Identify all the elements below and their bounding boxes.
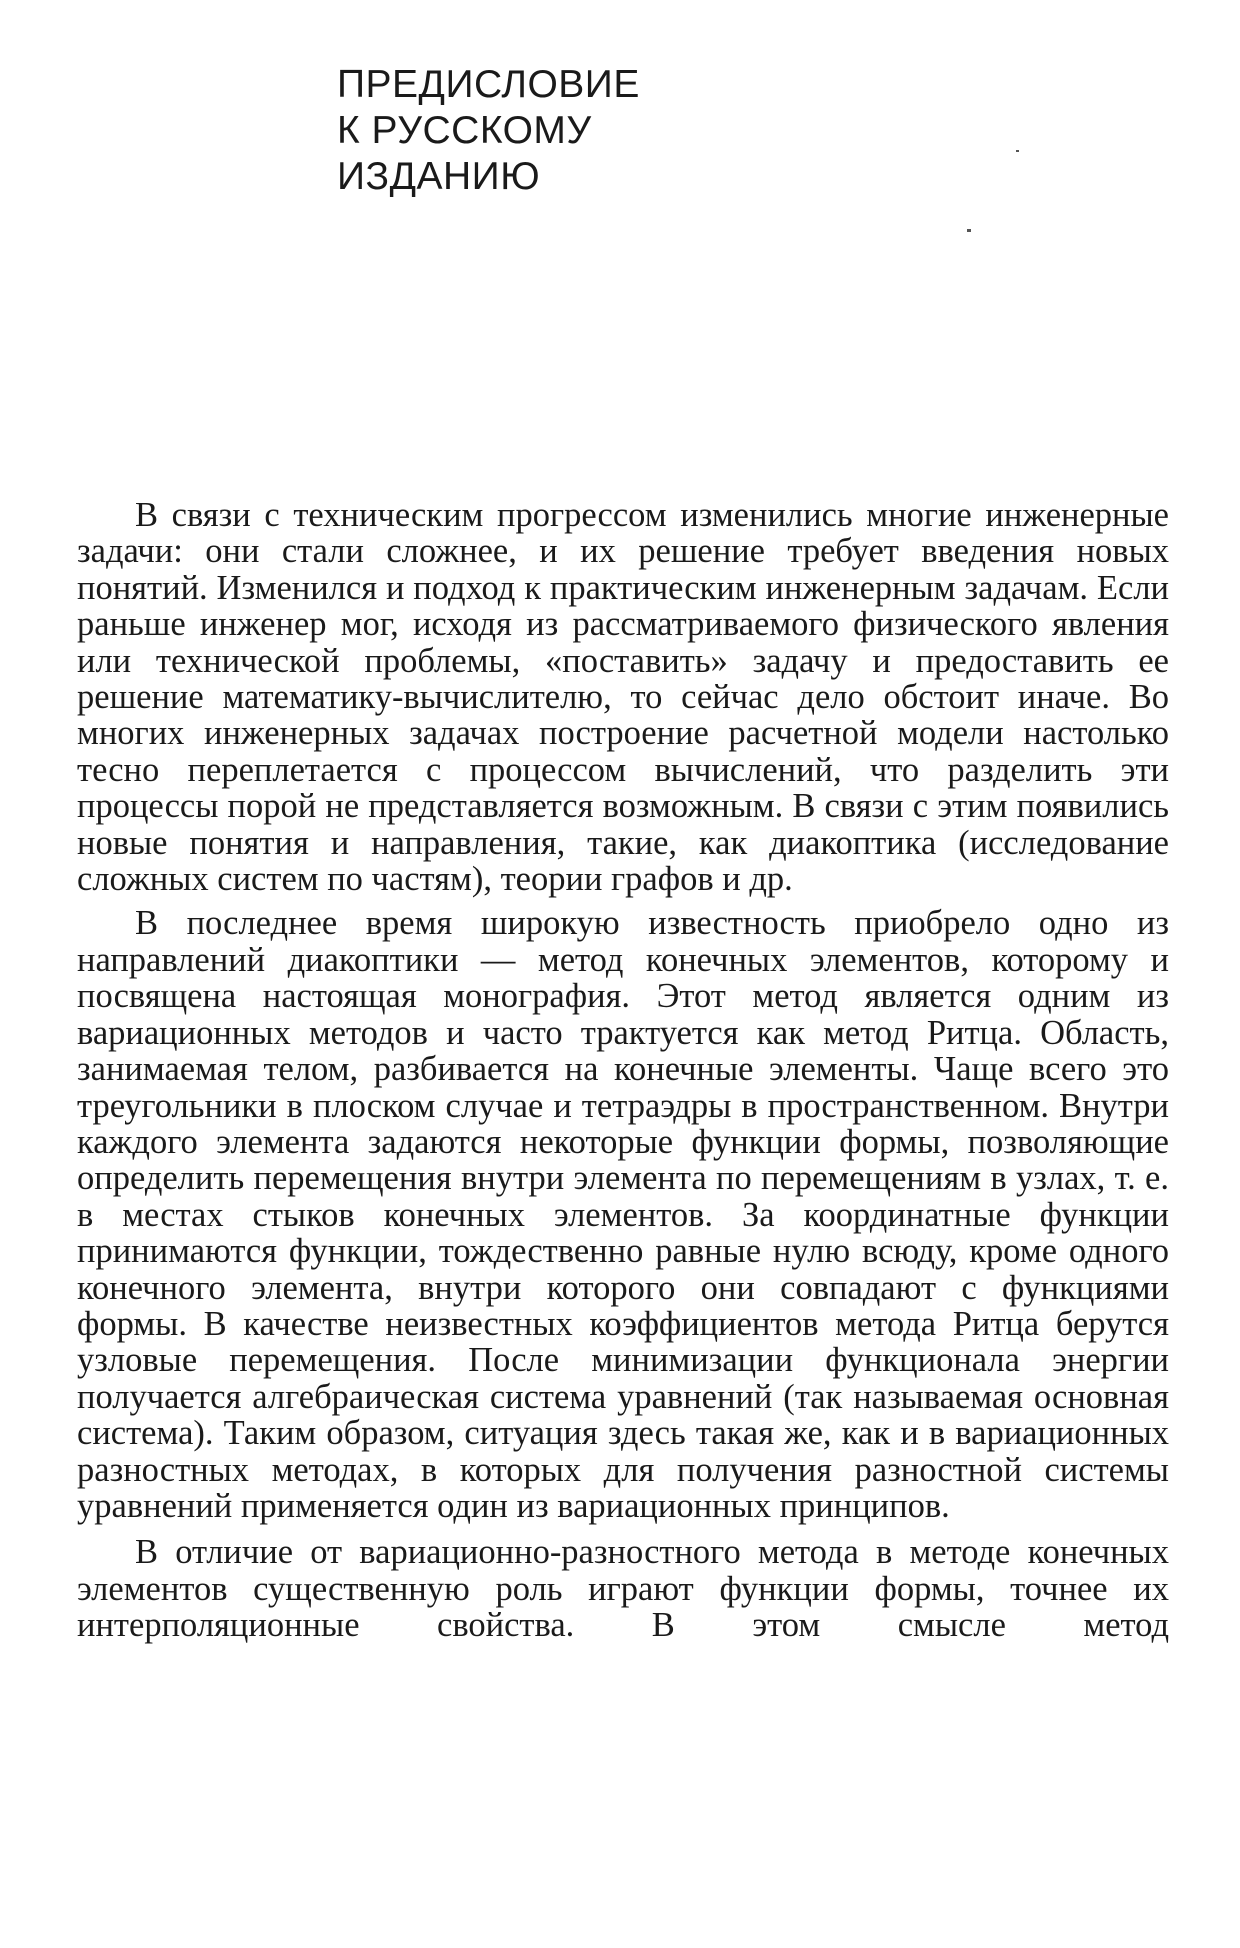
print-speck (967, 229, 971, 232)
paragraph: В отличие от вариационно-разностного метода в методе конечных элементов существенную роль играют функции формы, точнее их интерполяционные свойства. В этом смысле метод (77, 1533, 1169, 1645)
paragraph: В связи с техническим прогрессом изменились многие инженерные задачи: они стали сложнее, и их решение требует введения новых понятий. Изменился и подход к практическим инженерным задачам. Если раньше инженер мог, исходя из рассматриваемого физического явления или технической проблемы, «поставить» задачу и предоставить ее решение математику-вычислителю, то сейчас дело обстоит иначе. Во многих инженерных задачах построение расчетной модели настолько тесно переплетается с процессом вычислений, что разделить эти процессы порой не представляется возможным. В связи с этим появились новые понятия и направления, такие, как диакоптика (исследование сложных систем по частям), теории графов и др. (77, 496, 1169, 899)
paragraph: В последнее время широкую известность приобрело одно из направлений диакоптики — метод конечных элементов, которому и посвящена настоящая монография. Этот метод является одним из вариационных методов и часто трактуется как метод Ритца. Область, занимаемая телом, разбивается на конечные элементы. Чаще всего это треугольники в плоском случае и тетраэдры в пространственном. Внутри каждого элемента задаются некоторые функции формы, позволяющие определить перемещения внутри элемента по перемещениям в узлах, т. е. в местах стыков конечных элементов. За координатные функции принимаются функции, тождественно равные нулю всюду, кроме одного конечного элемента, внутри которого они совпадают с функциями формы. В качестве неизвестных коэффициентов метода Ритца берутся узловые перемещения. После минимизации функционала энергии получается алгебраическая система уравнений (так называемая основная система). Таким образом, ситуация здесь такая же, как и в вариационных разностных методах, в которых для получения разностной системы уравнений применяется один из вариационных принципов. (77, 904, 1169, 1525)
body-text (77, 497, 1169, 1644)
title-line-2: К РУССКОМУ (337, 109, 592, 152)
print-speck (1016, 150, 1019, 152)
title-line-3: ИЗДАНИЮ (337, 155, 541, 198)
title-line-1: ПРЕДИСЛОВИЕ (337, 63, 640, 106)
page-title (337, 62, 640, 200)
